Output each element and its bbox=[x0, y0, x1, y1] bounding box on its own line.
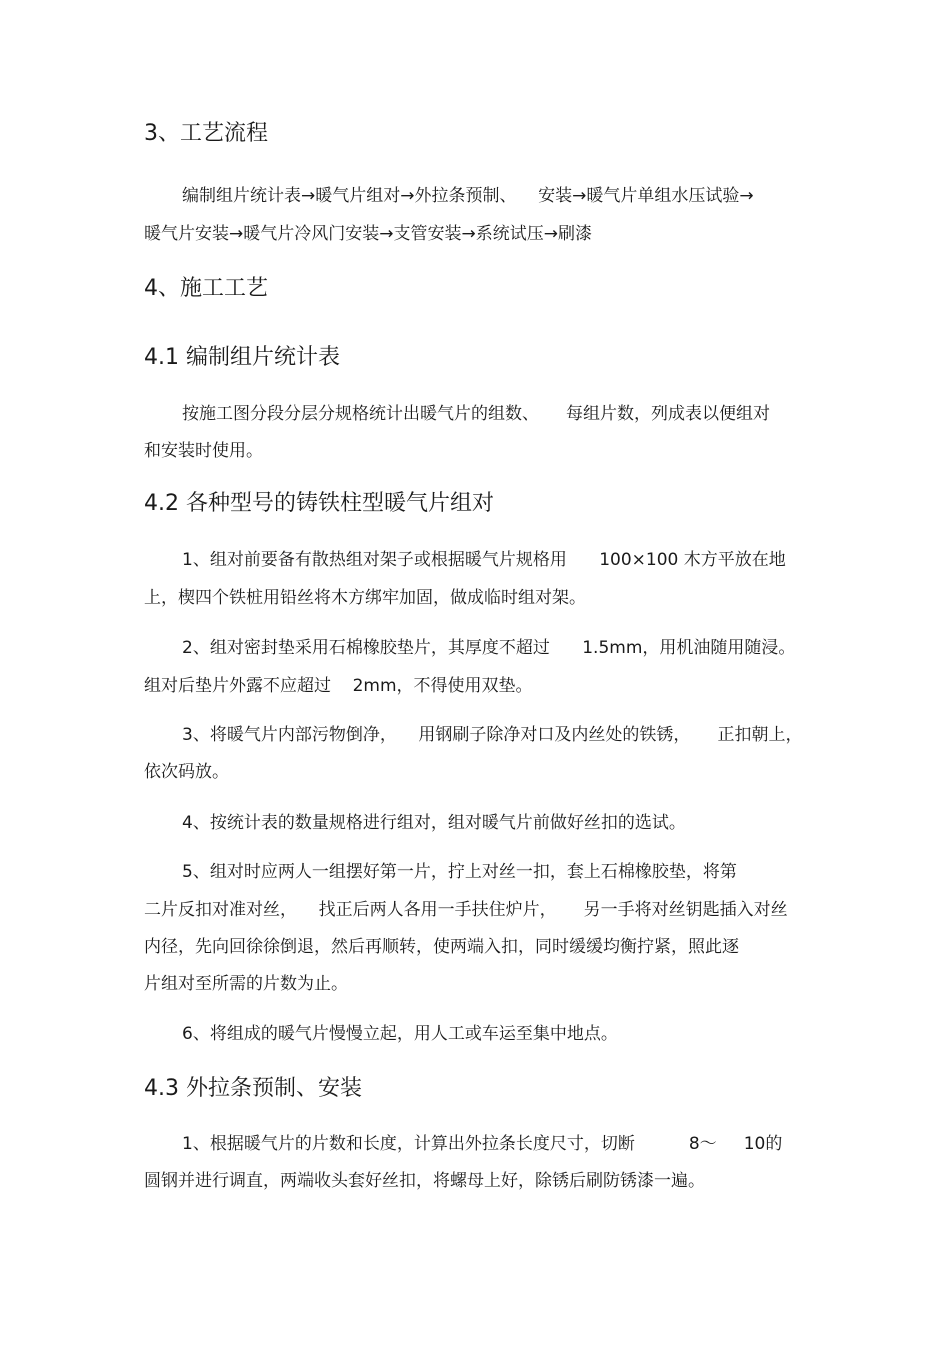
section-4-heading: 4、施工工艺 bbox=[144, 276, 268, 301]
paragraph-line: 2、组对密封垫采用石棉橡胶垫片，其厚度不超过 1.5mm，用机油随用随浸。 bbox=[182, 638, 796, 658]
paragraph-line: 上，楔四个铁桩用铅丝将木方绑牢加固，做成临时组对架。 bbox=[144, 588, 586, 608]
paragraph-line: 依次码放。 bbox=[144, 762, 229, 782]
section-4-1-heading: 4.1 编制组片统计表 bbox=[144, 345, 340, 370]
paragraph-line: 内径，先向回徐徐倒退，然后再顺转，使两端入扣，同时缓缓均衡拧紧，照此逐 bbox=[144, 937, 739, 957]
section-4-2-heading: 4.2 各种型号的铸铁柱型暖气片组对 bbox=[144, 491, 494, 516]
paragraph-line: 1、组对前要备有散热组对架子或根据暖气片规格用 100×100 木方平放在地 bbox=[182, 550, 786, 570]
paragraph-line: 片组对至所需的片数为止。 bbox=[144, 974, 348, 994]
paragraph-line: 6、将组成的暖气片慢慢立起，用人工或车运至集中地点。 bbox=[182, 1024, 618, 1044]
paragraph-line: 1、根据暖气片的片数和长度，计算出外拉条长度尺寸，切断 8～ 10的 bbox=[182, 1134, 783, 1154]
paragraph-line: 二片反扣对准对丝， 找正后两人各用一手扶住炉片， 另一手将对丝钥匙插入对丝 bbox=[144, 900, 788, 920]
section-4-3-heading: 4.3 外拉条预制、安装 bbox=[144, 1076, 362, 1101]
paragraph-line: 和安装时使用。 bbox=[144, 441, 263, 461]
paragraph-line: 按施工图分段分层分规格统计出暖气片的组数、 每组片数，列成表以便组对 bbox=[182, 404, 771, 424]
paragraph-line: 组对后垫片外露不应超过 2mm，不得使用双垫。 bbox=[144, 676, 533, 696]
paragraph-line: 5、组对时应两人一组摆好第一片，拧上对丝一扣，套上石棉橡胶垫，将第 bbox=[182, 862, 737, 882]
paragraph-line: 3、将暖气片内部污物倒净， 用钢刷子除净对口及内丝处的铁锈， 正扣朝上， bbox=[182, 725, 803, 745]
section-3-heading: 3、工艺流程 bbox=[144, 121, 268, 146]
paragraph-line: 暖气片安装→暖气片冷风门安装→支管安装→系统试压→刷漆 bbox=[144, 224, 592, 244]
paragraph-line: 4、按统计表的数量规格进行组对，组对暖气片前做好丝扣的选试。 bbox=[182, 813, 686, 833]
paragraph-line: 编制组片统计表→暖气片组对→外拉条预制、 安装→暖气片单组水压试验→ bbox=[182, 186, 754, 206]
paragraph-line: 圆钢并进行调直，两端收头套好丝扣，将螺母上好，除锈后刷防锈漆一遍。 bbox=[144, 1171, 705, 1191]
